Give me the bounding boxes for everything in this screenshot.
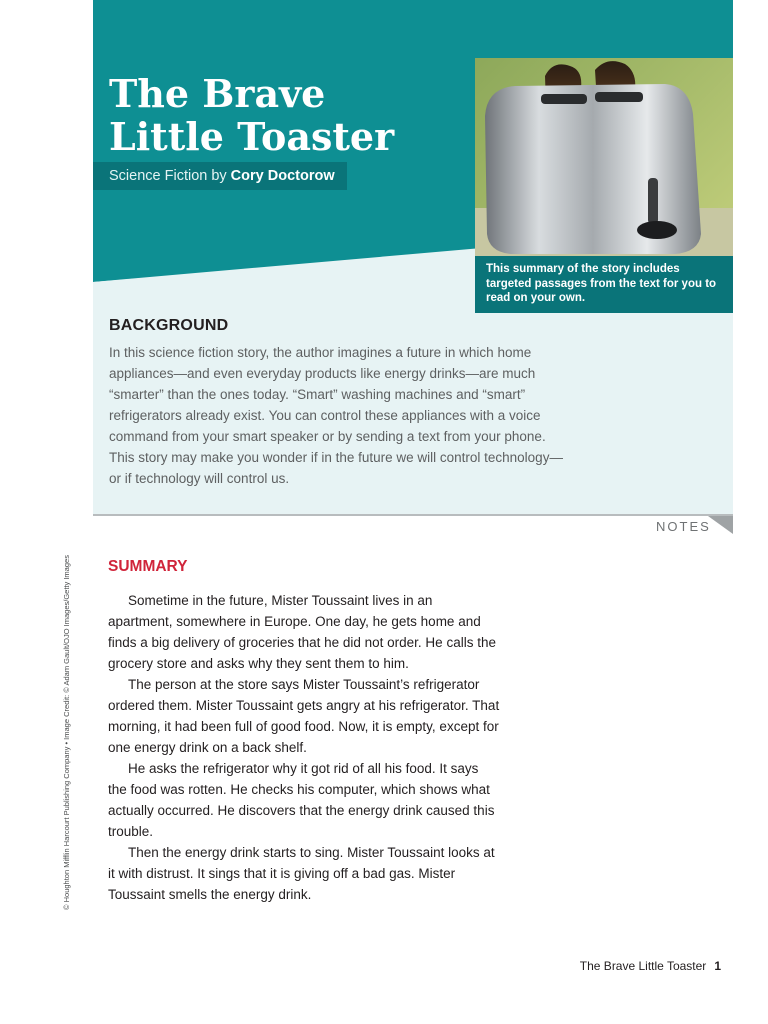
summary-paragraph: He asks the refrigerator why it got rid of all his food. It says the food was rotten. He checks his computer, which shows what actually occurred. He discovers that the energy drink caused this trouble. — [108, 761, 495, 839]
background-text: In this science fiction story, the author imagines a future in which home appliances—and even everyday products like energy drinks—are much “smarter” than the ones today. “Smart” washing machines and “smart” refrigerators already exist. You can control these appliances with a voice command from your smart speaker or by sending a text from your phone. This story may make you wonder if in the future we will control technology—or if technology will control us. — [109, 345, 563, 486]
toaster-photo — [475, 58, 733, 256]
toaster-illustration — [475, 58, 733, 256]
summary-heading: SUMMARY — [108, 558, 188, 575]
notes-tab-corner — [708, 516, 733, 534]
photo-caption: This summary of the story includes targeted passages from the text for you to read on your own. — [475, 256, 733, 313]
page-title — [109, 72, 449, 158]
title-line-2: Little Toaster — [109, 114, 395, 159]
title-line-1: The Brave — [109, 71, 326, 116]
summary-paragraph: Then the energy drink starts to sing. Mister Toussaint looks at it with distrust. It sings that it is giving off a bad gas. Mister Toussaint smells the energy drink. — [108, 845, 495, 902]
page-footer — [580, 959, 721, 973]
byline-prefix: Science Fiction by — [109, 168, 227, 184]
section-divider — [93, 514, 733, 516]
page-number: 1 — [714, 959, 721, 973]
image-credit: © Houghton Mifflin Harcourt Publishing Company • Image Credit: © Adam Gault/OJO Images/Getty Images — [62, 555, 71, 910]
background-heading: BACKGROUND — [109, 317, 229, 334]
notes-label: NOTES — [656, 519, 711, 534]
summary-paragraph: The person at the store says Mister Toussaint’s refrigerator ordered them. Mister Toussaint gets angry at his refrigerator. That morning, it had been full of good food. Now, it is empty, except for one energy drink on a back shelf. — [108, 677, 500, 755]
byline — [93, 162, 347, 190]
footer-title: The Brave Little Toaster — [579, 959, 707, 973]
author-name: Cory Doctorow — [230, 168, 335, 184]
summary-paragraph: Sometime in the future, Mister Toussaint lives in an apartment, somewhere in Europe. One day, he gets home and finds a big delivery of groceries that he did not order. He calls the grocery store and asks why they sent them to him. — [108, 593, 496, 671]
summary-body — [108, 590, 500, 905]
